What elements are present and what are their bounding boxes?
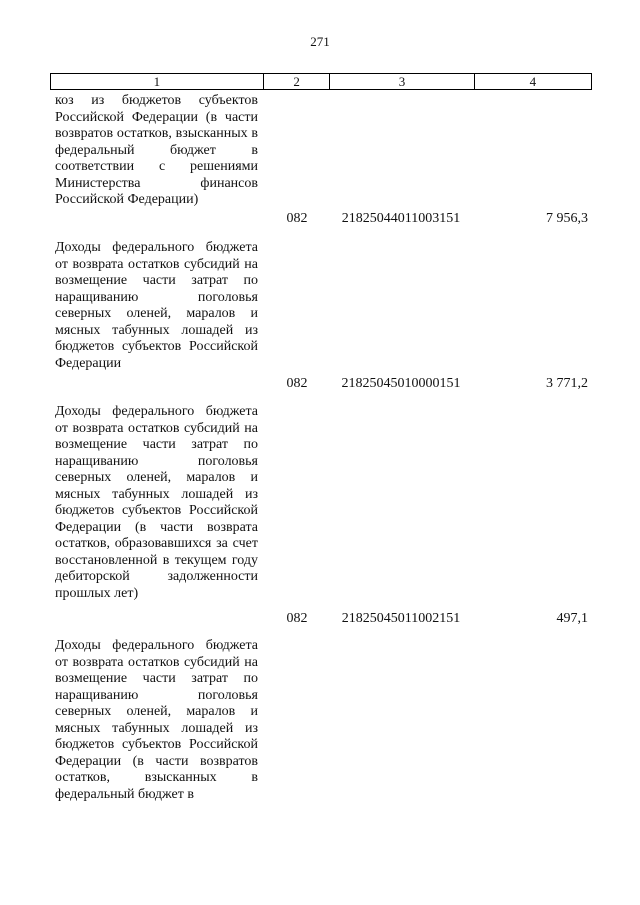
row-3-kbk-code: 21825045011002151 bbox=[341, 611, 461, 626]
table-header-col-1: 1 bbox=[51, 74, 264, 89]
row-3-admin-code: 082 bbox=[286, 611, 308, 626]
table-header-row bbox=[50, 73, 592, 90]
row-3-amount: 497,1 bbox=[556, 611, 588, 626]
row-2-kbk-code: 21825045010000151 bbox=[341, 376, 461, 391]
row-1-description: коз из бюджетов субъектов Российской Федерации (в части возвратов остатков, взысканных в федеральный бюджет в соответствии с решениями Министерства финансов Российской Федерации) bbox=[55, 93, 258, 207]
row-3-description: Доходы федерального бюджета от возврата остатков субсидий на возмещение части затрат по наращиванию поголовья северных оленей, маралов и мясных табунных лошадей из бюджетов субъектов Российской Федерации (в части возврата остатков, образовавшихся за счет восстановленной в текущем году дебиторской задолженности прошлых лет) bbox=[55, 404, 258, 601]
table-header-col-2: 2 bbox=[264, 74, 331, 89]
table-header-col-4: 4 bbox=[529, 74, 537, 89]
row-1-kbk-code: 21825044011003151 bbox=[341, 211, 461, 226]
row-1-amount: 7 956,3 bbox=[546, 211, 588, 226]
row-2-description: Доходы федерального бюджета от возврата остатков субсидий на возмещение части затрат по наращиванию поголовья северных оленей, маралов и мясных табунных лошадей из бюджетов субъектов Российской Федерации bbox=[55, 240, 258, 371]
table-header-col-3: 3 bbox=[330, 74, 474, 89]
row-4-description: Доходы федерального бюджета от возврата остатков субсидий на возмещение части затрат по наращиванию поголовья северных оленей, маралов и мясных табунных лошадей из бюджетов субъектов Российской Федерации (в части возвратов остатков, взысканных в федеральный бюджет в bbox=[55, 638, 258, 802]
row-1-admin-code: 082 bbox=[286, 211, 308, 226]
page-number: 271 bbox=[310, 34, 330, 49]
row-2-amount: 3 771,2 bbox=[546, 376, 588, 391]
row-2-admin-code: 082 bbox=[286, 376, 308, 391]
